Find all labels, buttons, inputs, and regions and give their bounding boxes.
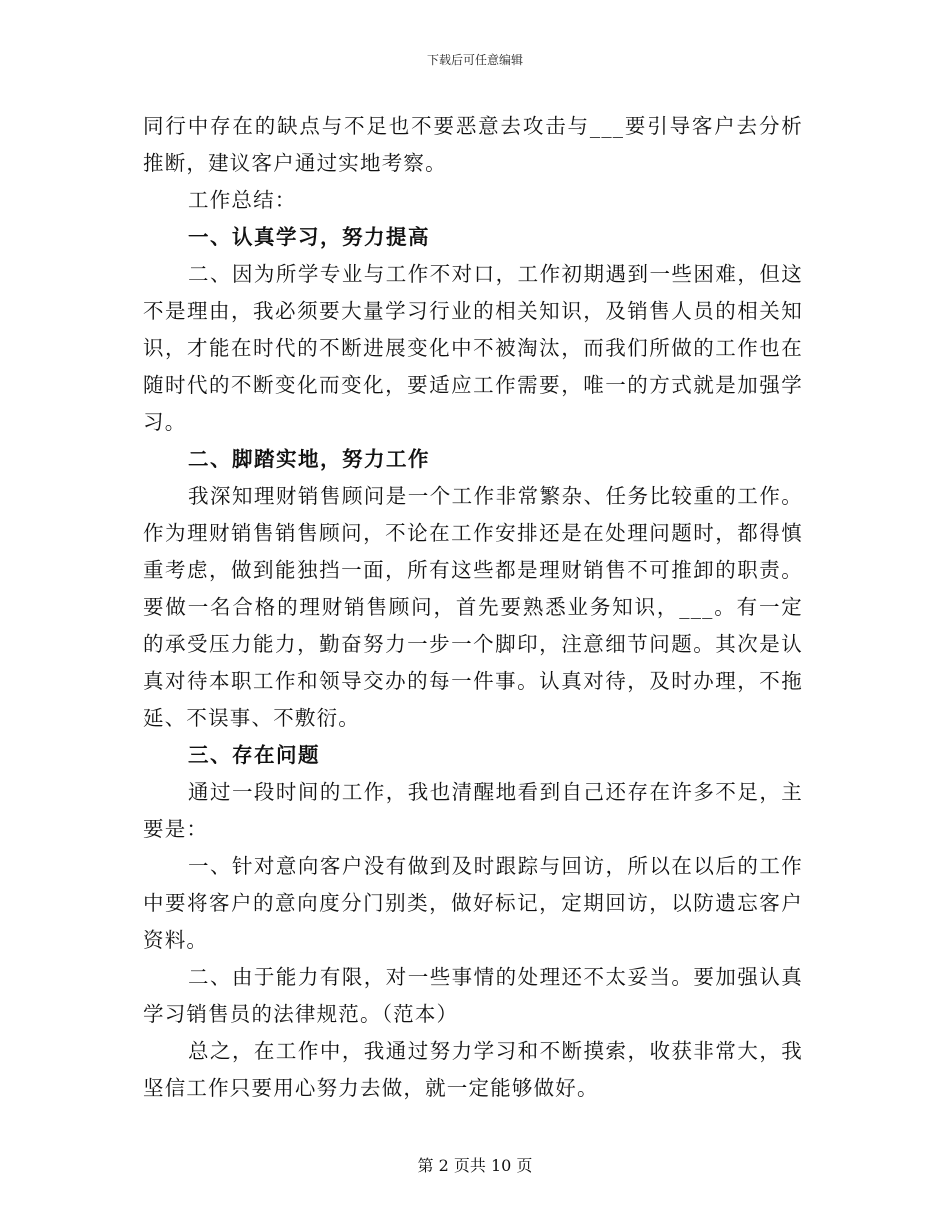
paragraph-problems-intro: 通过一段时间的工作，我也清醒地看到自己还存在许多不足，主要是：	[143, 780, 803, 841]
page-footer: 第 2 页共 10 页	[417, 1156, 533, 1175]
section-heading-work: 二、脚踏实地，努力工作	[188, 447, 430, 471]
paragraph-problem-two: 二、由于能力有限，对一些事情的处理还不太妥当。要加强认真学习销售员的法律规范。（范本）	[143, 965, 803, 1026]
paragraph-continuation: 同行中存在的缺点与不足也不要恶意去攻击与___要引导客户去分析推断，建议客户通过实地考察。	[143, 114, 803, 175]
paragraph-summary-label: 工作总结：	[188, 188, 297, 212]
paragraph-study: 二、因为所学专业与工作不对口，工作初期遇到一些困难，但这不是理由，我必须要大量学习行业的相关知识，及销售人员的相关知识，才能在时代的不断进展变化中不被淘汰，而我们所做的工作也在随时代的不断变化而变化，要适应工作需要，唯一的方式就是加强学习。	[143, 262, 803, 434]
paragraph-conclusion: 总之，在工作中，我通过努力学习和不断摸索，收获非常大，我坚信工作只要用心努力去做，就一定能够做好。	[143, 1039, 803, 1100]
page-header: 下载后可任意编辑	[426, 53, 523, 67]
section-heading-problems: 三、存在问题	[188, 743, 320, 767]
document-body	[143, 108, 803, 1107]
paragraph-work: 我深知理财销售顾问是一个工作非常繁杂、任务比较重的工作。作为理财销售销售顾问，不论在工作安排还是在处理问题时，都得慎重考虑，做到能独挡一面，所有这些都是理财销售不可推卸的职责。要做一名合格的理财销售顾问，首先要熟悉业务知识，___。有一定的承受压力能力，勤奋努力一步一个脚印，注意细节问题。其次是认真对待本职工作和领导交办的每一件事。认真对待，及时办理，不拖延、不误事、不敷衍。	[143, 484, 803, 730]
paragraph-problem-one: 一、针对意向客户没有做到及时跟踪与回访，所以在以后的工作中要将客户的意向度分门别类，做好标记，定期回访，以防遗忘客户资料。	[143, 854, 803, 952]
section-heading-study: 一、认真学习，努力提高	[188, 225, 430, 249]
